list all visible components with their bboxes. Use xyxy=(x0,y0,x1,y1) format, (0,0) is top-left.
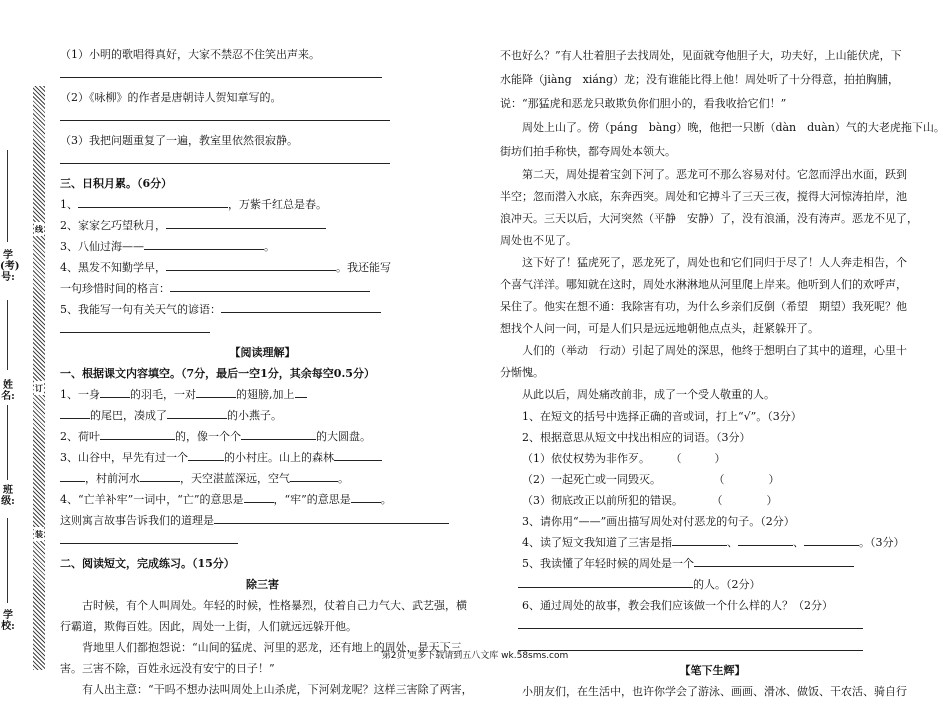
blank[interactable] xyxy=(166,258,336,271)
story-paragraph: 人们的（举动 行动）引起了周处的深思，他终于想明白了其中的道理，心里十 xyxy=(522,344,907,357)
answer-line xyxy=(60,65,382,78)
answer-line xyxy=(60,320,210,333)
question-2: 2、根据意思从短文中找出相应的词语。（3分） xyxy=(522,431,751,444)
blank[interactable] xyxy=(804,533,859,546)
sentence-q3: （3）我把问题重复了一遍，教室里依然很寂静。 xyxy=(60,134,298,147)
poem-item-4-motto: 一句珍惜时间的格言： xyxy=(60,278,465,299)
poem-item-4: 4、黑发不知勤学早， 。我还能写 xyxy=(60,257,465,278)
question-6: 6、通过周处的故事，教会我们应该做一个什么样的人？（2分） xyxy=(522,599,833,612)
story-paragraph: 说：“那猛虎和恶龙只敢欺负你们胆小的，看我收拾它们！” xyxy=(500,97,787,110)
story-paragraph: 周处也不见了。 xyxy=(500,234,577,247)
fill-item-2: 2、荷叶 的，像一个个 的大圆盘。 xyxy=(60,426,465,447)
page-footer: 第2页 更多下载请到五八文库 wk.58sms.com xyxy=(381,651,569,661)
blank[interactable] xyxy=(694,554,854,567)
answer-parens[interactable]: （ ） xyxy=(719,473,780,486)
writing-prompt: 小朋友们，在生活中，也许你学会了游泳、画画、滑冰、做饭、干农活、骑自行 xyxy=(522,685,907,698)
sentence-q2: （2）《咏柳》的作者是唐朝诗人贺知章写的。 xyxy=(60,91,282,104)
blank[interactable] xyxy=(221,300,381,313)
name-label: 姓名: xyxy=(1,380,15,402)
story-paragraph: 行霸道，欺侮百姓。因此，周处一上街，人们就远远躲开他。 xyxy=(60,620,357,633)
number-label: 学(考)号: xyxy=(0,250,20,283)
story-paragraph: 不也好么？”有人壮着胆子去找周处，见面就夸他胆子大，功夫好，上山能伏虎，下 xyxy=(500,49,902,62)
answer-line xyxy=(60,531,238,544)
question-3: 3、请你用“——”画出描写周处对付恶龙的句子。（2分） xyxy=(522,515,795,528)
blank[interactable] xyxy=(290,469,338,482)
blank[interactable] xyxy=(166,216,326,229)
fill-item-1: 1、一身 的羽毛，一对 的翅膀,加上 xyxy=(60,384,465,405)
blank[interactable] xyxy=(295,385,307,398)
class-label: 班级: xyxy=(1,485,15,507)
story-paragraph: 水能降（jiàng xiáng）龙；没有谁能比得上他！周处听了十分得意，拍拍胸脯， xyxy=(500,73,900,86)
question-1: 1、在短文的括号中选择正确的音或词，打上“√”。（3分） xyxy=(522,410,802,423)
right-column xyxy=(500,0,945,702)
story-paragraph: 害。三害不除，百姓永远没有安宁的日子！” xyxy=(60,662,275,675)
blank[interactable] xyxy=(100,427,175,440)
poem-item-5: 5、我能写一句有关天气的谚语： xyxy=(60,299,465,320)
number-line xyxy=(7,150,8,242)
question-2b: （2）一起死亡或一同毁灭。 （ ） xyxy=(522,473,780,486)
story-paragraph: 第二天，周处提着宝剑下河了。恶龙可不那么容易对付。它忽而浮出水面，跃到 xyxy=(522,168,907,181)
class-line xyxy=(7,405,8,480)
blank[interactable] xyxy=(78,195,228,208)
story-paragraph: 半空；忽而潜入水底，东奔西突。周处和它搏斗了三天三夜，搅得大河惊涛拍岸，池 xyxy=(500,190,907,203)
reading-header: 【阅读理解】 xyxy=(229,346,296,359)
writing-header: 【笔下生辉】 xyxy=(679,664,746,677)
binding-mark-ding: 订 xyxy=(35,383,43,393)
school-label: 学校: xyxy=(1,610,15,632)
blank[interactable] xyxy=(214,511,449,524)
blank[interactable] xyxy=(241,427,316,440)
left-column xyxy=(60,0,473,700)
story-paragraph: 有人出主意：“干吗不想办法叫周处上山杀虎，下河剁龙呢？这样三害除了两害， xyxy=(82,683,473,696)
fill-item-4: 4、“亡羊补牢”一词中，“亡”的意思是 ，“牢”的意思是 。 xyxy=(60,489,465,510)
blank[interactable] xyxy=(244,490,274,503)
question-4: 4、读了短文我知道了三害是指 、 、 。（3分） xyxy=(500,532,925,553)
blank[interactable] xyxy=(144,237,264,250)
question-5b: 的人。（2分） xyxy=(500,574,925,595)
fill-item-3b: ，村前河水 ，天空湛蓝深远，空气 。 xyxy=(60,468,465,489)
sentence-q1: （1）小明的歌唱得真好，大家不禁忍不住笑出声来。 xyxy=(60,48,320,61)
school-line xyxy=(7,518,8,603)
name-line xyxy=(7,300,8,370)
poem-item-1: 1、 ，万紫千红总是春。 xyxy=(60,194,465,215)
question-2c: （3）彻底改正以前所犯的错误。 （ ） xyxy=(522,494,778,507)
fill-item-3: 3、山谷中，早先有过一个 的小村庄。山上的森林 xyxy=(60,447,465,468)
story-paragraph: 古时候，有个人叫周处。年轻的时候，性格暴烈，仗着自己力气大、武艺强，横 xyxy=(82,599,467,612)
blank[interactable] xyxy=(351,490,381,503)
blank[interactable] xyxy=(170,279,370,292)
story-paragraph: 想找个人问一问，可是人们只是远远地朝他点点头，赶紧躲开了。 xyxy=(500,322,819,335)
blank[interactable] xyxy=(196,385,236,398)
blank[interactable] xyxy=(60,406,90,419)
poem-item-3: 3、八仙过海—— 。 xyxy=(60,236,465,257)
story-paragraph: 背地里人们都抱怨说：“山间的猛虎、河里的恶龙，还有地上的周处，是天下三 xyxy=(82,641,462,654)
blank[interactable] xyxy=(334,448,382,461)
story-paragraph: 从此以后，周处痛改前非，成了一个受人敬重的人。 xyxy=(522,388,775,401)
blank[interactable] xyxy=(672,533,727,546)
blank[interactable] xyxy=(738,533,793,546)
answer-parens[interactable]: （ ） xyxy=(717,494,778,507)
story-paragraph: 周处上山了。傍（páng bàng）晚，他把一只断（dàn duàn）气的大老虎拖下山。 xyxy=(522,121,945,134)
answer-parens[interactable]: （ ） xyxy=(676,452,726,465)
story-paragraph: 呆住了。他实在想不通：我除害有功，为什么乡亲们反倒（希望 期望）我死呢？他 xyxy=(500,300,907,313)
blank[interactable] xyxy=(167,406,227,419)
reading-section2-title: 二、阅读短文，完成练习。（15分） xyxy=(60,557,235,570)
section3-title: 三、日积月累。（6分） xyxy=(60,177,173,190)
binding-mark-xian: 线 xyxy=(35,224,43,234)
reading-section1-title: 一、根据课文内容填空。（7分，最后一空1分，其余每空0.5分） xyxy=(60,367,375,380)
story-title: 除三害 xyxy=(246,578,279,591)
story-paragraph: 分惭愧。 xyxy=(500,366,544,379)
answer-line xyxy=(60,151,390,164)
story-paragraph: 浪冲天。三天以后，大河突然（平静 安静）了，没有浪涌，没有涛声。恶龙不见了， xyxy=(500,212,918,225)
blank[interactable] xyxy=(60,469,85,482)
question-2a: （1）依仗权势为非作歹。 （ ） xyxy=(522,452,726,465)
fill-item-1b: 的尾巴，凑成了 的小燕子。 xyxy=(60,405,465,426)
story-paragraph: 街坊们拍手称快，都夸周处本领大。 xyxy=(500,145,676,158)
story-paragraph: 这下好了！猛虎死了，恶龙死了，周处也和它们同归于尽了！人人奔走相告，个 xyxy=(522,256,907,269)
answer-line xyxy=(60,108,390,121)
binding-stripe xyxy=(33,86,45,670)
blank[interactable] xyxy=(518,575,693,588)
answer-line xyxy=(518,616,863,629)
poem-item-2: 2、家家乞巧望秋月， xyxy=(60,215,465,236)
blank[interactable] xyxy=(140,469,180,482)
binding-margin xyxy=(0,0,58,672)
binding-mark-zhuang: 装 xyxy=(35,529,43,539)
question-5: 5、我读懂了年轻时候的周处是一个 xyxy=(500,553,925,574)
story-paragraph: 个喜气洋洋。哪知就在这时，周处水淋淋地从河里爬上岸来。他听到人们的欢呼声， xyxy=(500,278,907,291)
fill-item-4-lesson: 这则寓言故事告诉我们的道理是 xyxy=(60,510,465,531)
blank[interactable] xyxy=(100,385,130,398)
blank[interactable] xyxy=(188,448,224,461)
